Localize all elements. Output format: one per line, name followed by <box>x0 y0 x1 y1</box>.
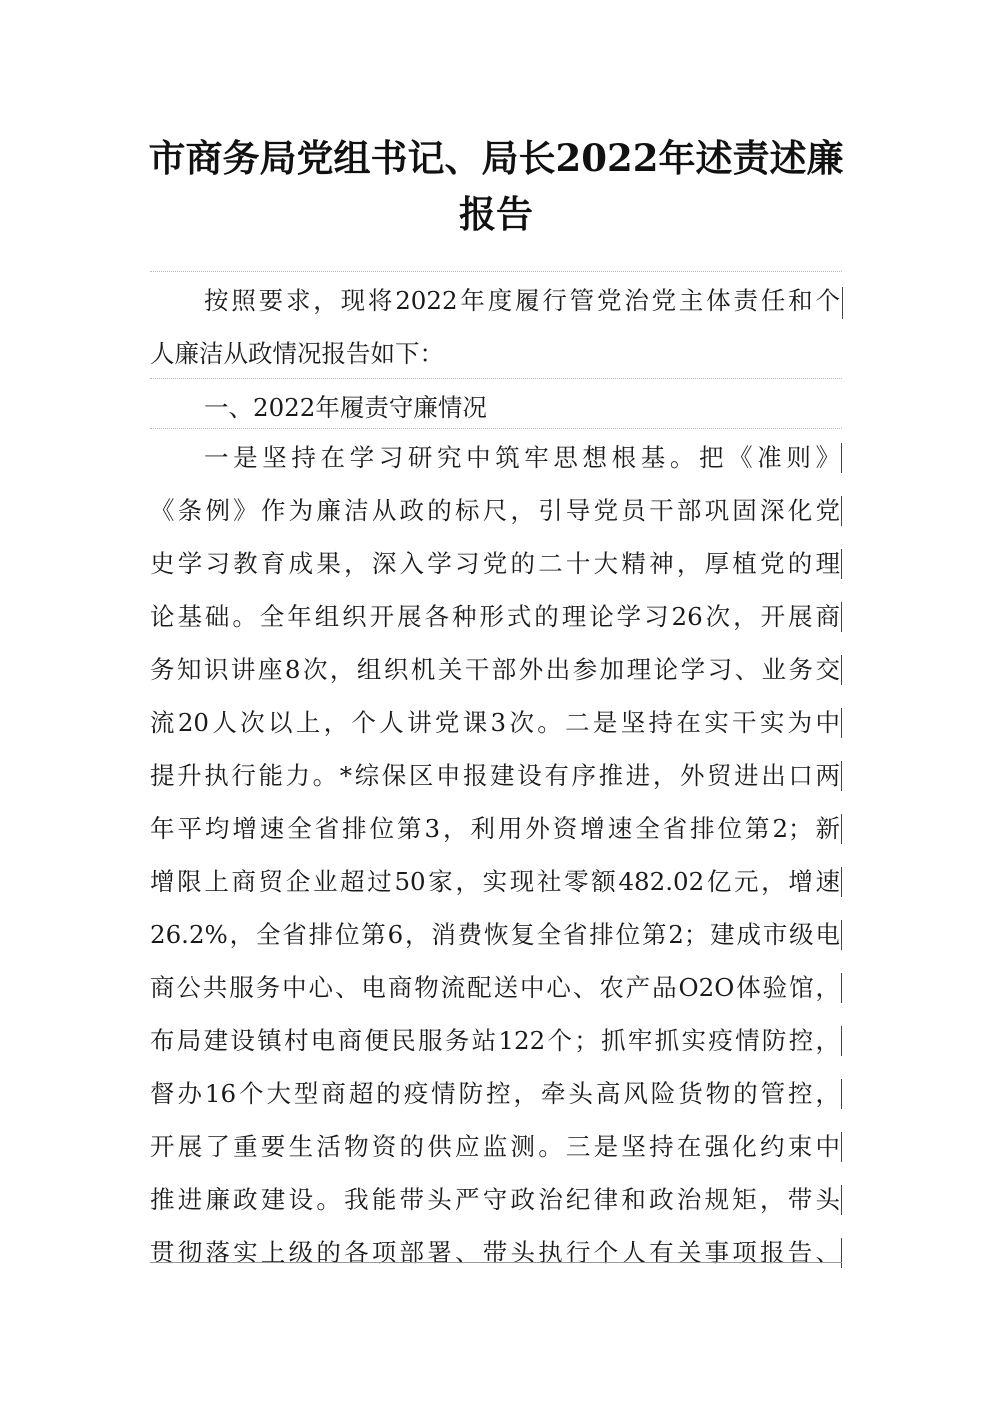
body-line: 务知识讲座8次，组织机关干部外出参加理论学习、业务交 <box>150 655 840 684</box>
title-line-1: 市商务局党组书记、局长2022年述责述廉 <box>148 136 844 180</box>
margin-bar <box>841 496 842 526</box>
body-line: 推进廉政建设。我能带头严守政治纪律和政治规矩，带头 <box>150 1185 840 1214</box>
body-line: 贯彻落实上级的各项部署、带头执行个人有关事项报告、 <box>150 1238 840 1267</box>
bottom-rule <box>150 1262 842 1263</box>
margin-bar <box>841 867 842 897</box>
body-line: 提升执行能力。*综保区申报建设有序推进，外贸进出口两 <box>150 761 840 790</box>
top-rule <box>150 271 842 272</box>
section-heading <box>150 381 840 434</box>
title-line-2: 报告 <box>459 192 533 236</box>
intro-line: 按照要求，现将2022年度履行管党治党主体责任和个 <box>204 286 840 315</box>
margin-bar <box>841 1079 842 1109</box>
body-line: 商公共服务中心、电商物流配送中心、农产品O2O体验馆， <box>150 973 840 1002</box>
body-line: 增限上商贸企业超过50家，实现社零额482.02亿元，增速 <box>150 867 840 896</box>
document-title <box>100 130 892 242</box>
intro-paragraph <box>150 274 840 380</box>
margin-bar <box>841 920 842 950</box>
margin-bar <box>841 1132 842 1162</box>
section-rule <box>150 428 842 429</box>
margin-bar <box>841 549 842 579</box>
body-line: 督办16个大型商超的疫情防控，牵头高风险货物的管控， <box>150 1079 840 1108</box>
body-line: 26.2%，全省排位第6，消费恢复全省排位第2；建成市级电 <box>150 920 840 949</box>
body-line: 开展了重要生活物资的供应监测。三是坚持在强化约束中 <box>150 1132 840 1161</box>
margin-bar <box>841 602 842 632</box>
section-heading-text: 一、2022年履责守廉情况 <box>204 393 487 422</box>
margin-bar <box>841 761 842 791</box>
margin-bar <box>841 973 842 1003</box>
body-line: 一是坚持在学习研究中筑牢思想根基。把《准则》 <box>204 443 840 472</box>
margin-bar <box>841 1185 842 1215</box>
body-line: 布局建设镇村电商便民服务站122个；抓牢抓实疫情防控， <box>150 1026 840 1055</box>
margin-bar <box>841 708 842 738</box>
body-line: 流20人次以上，个人讲党课3次。二是坚持在实干实为中 <box>150 708 840 737</box>
margin-bar <box>841 655 842 685</box>
section-rule <box>150 378 842 379</box>
margin-bar <box>841 1238 842 1268</box>
intro-line: 人廉洁从政情况报告如下： <box>150 339 444 368</box>
margin-bar <box>841 443 842 473</box>
body-paragraph <box>150 431 840 1279</box>
body-line: 年平均增速全省排位第3，利用外资增速全省排位第2；新 <box>150 814 840 843</box>
margin-bar <box>841 814 842 844</box>
margin-bar <box>841 1026 842 1056</box>
body-line: 《条例》作为廉洁从政的标尺，引导党员干部巩固深化党 <box>150 496 840 525</box>
margin-bar <box>842 287 843 319</box>
body-line: 史学习教育成果，深入学习党的二十大精神，厚植党的理 <box>150 549 840 578</box>
body-line: 论基础。全年组织开展各种形式的理论学习26次，开展商 <box>150 602 840 631</box>
